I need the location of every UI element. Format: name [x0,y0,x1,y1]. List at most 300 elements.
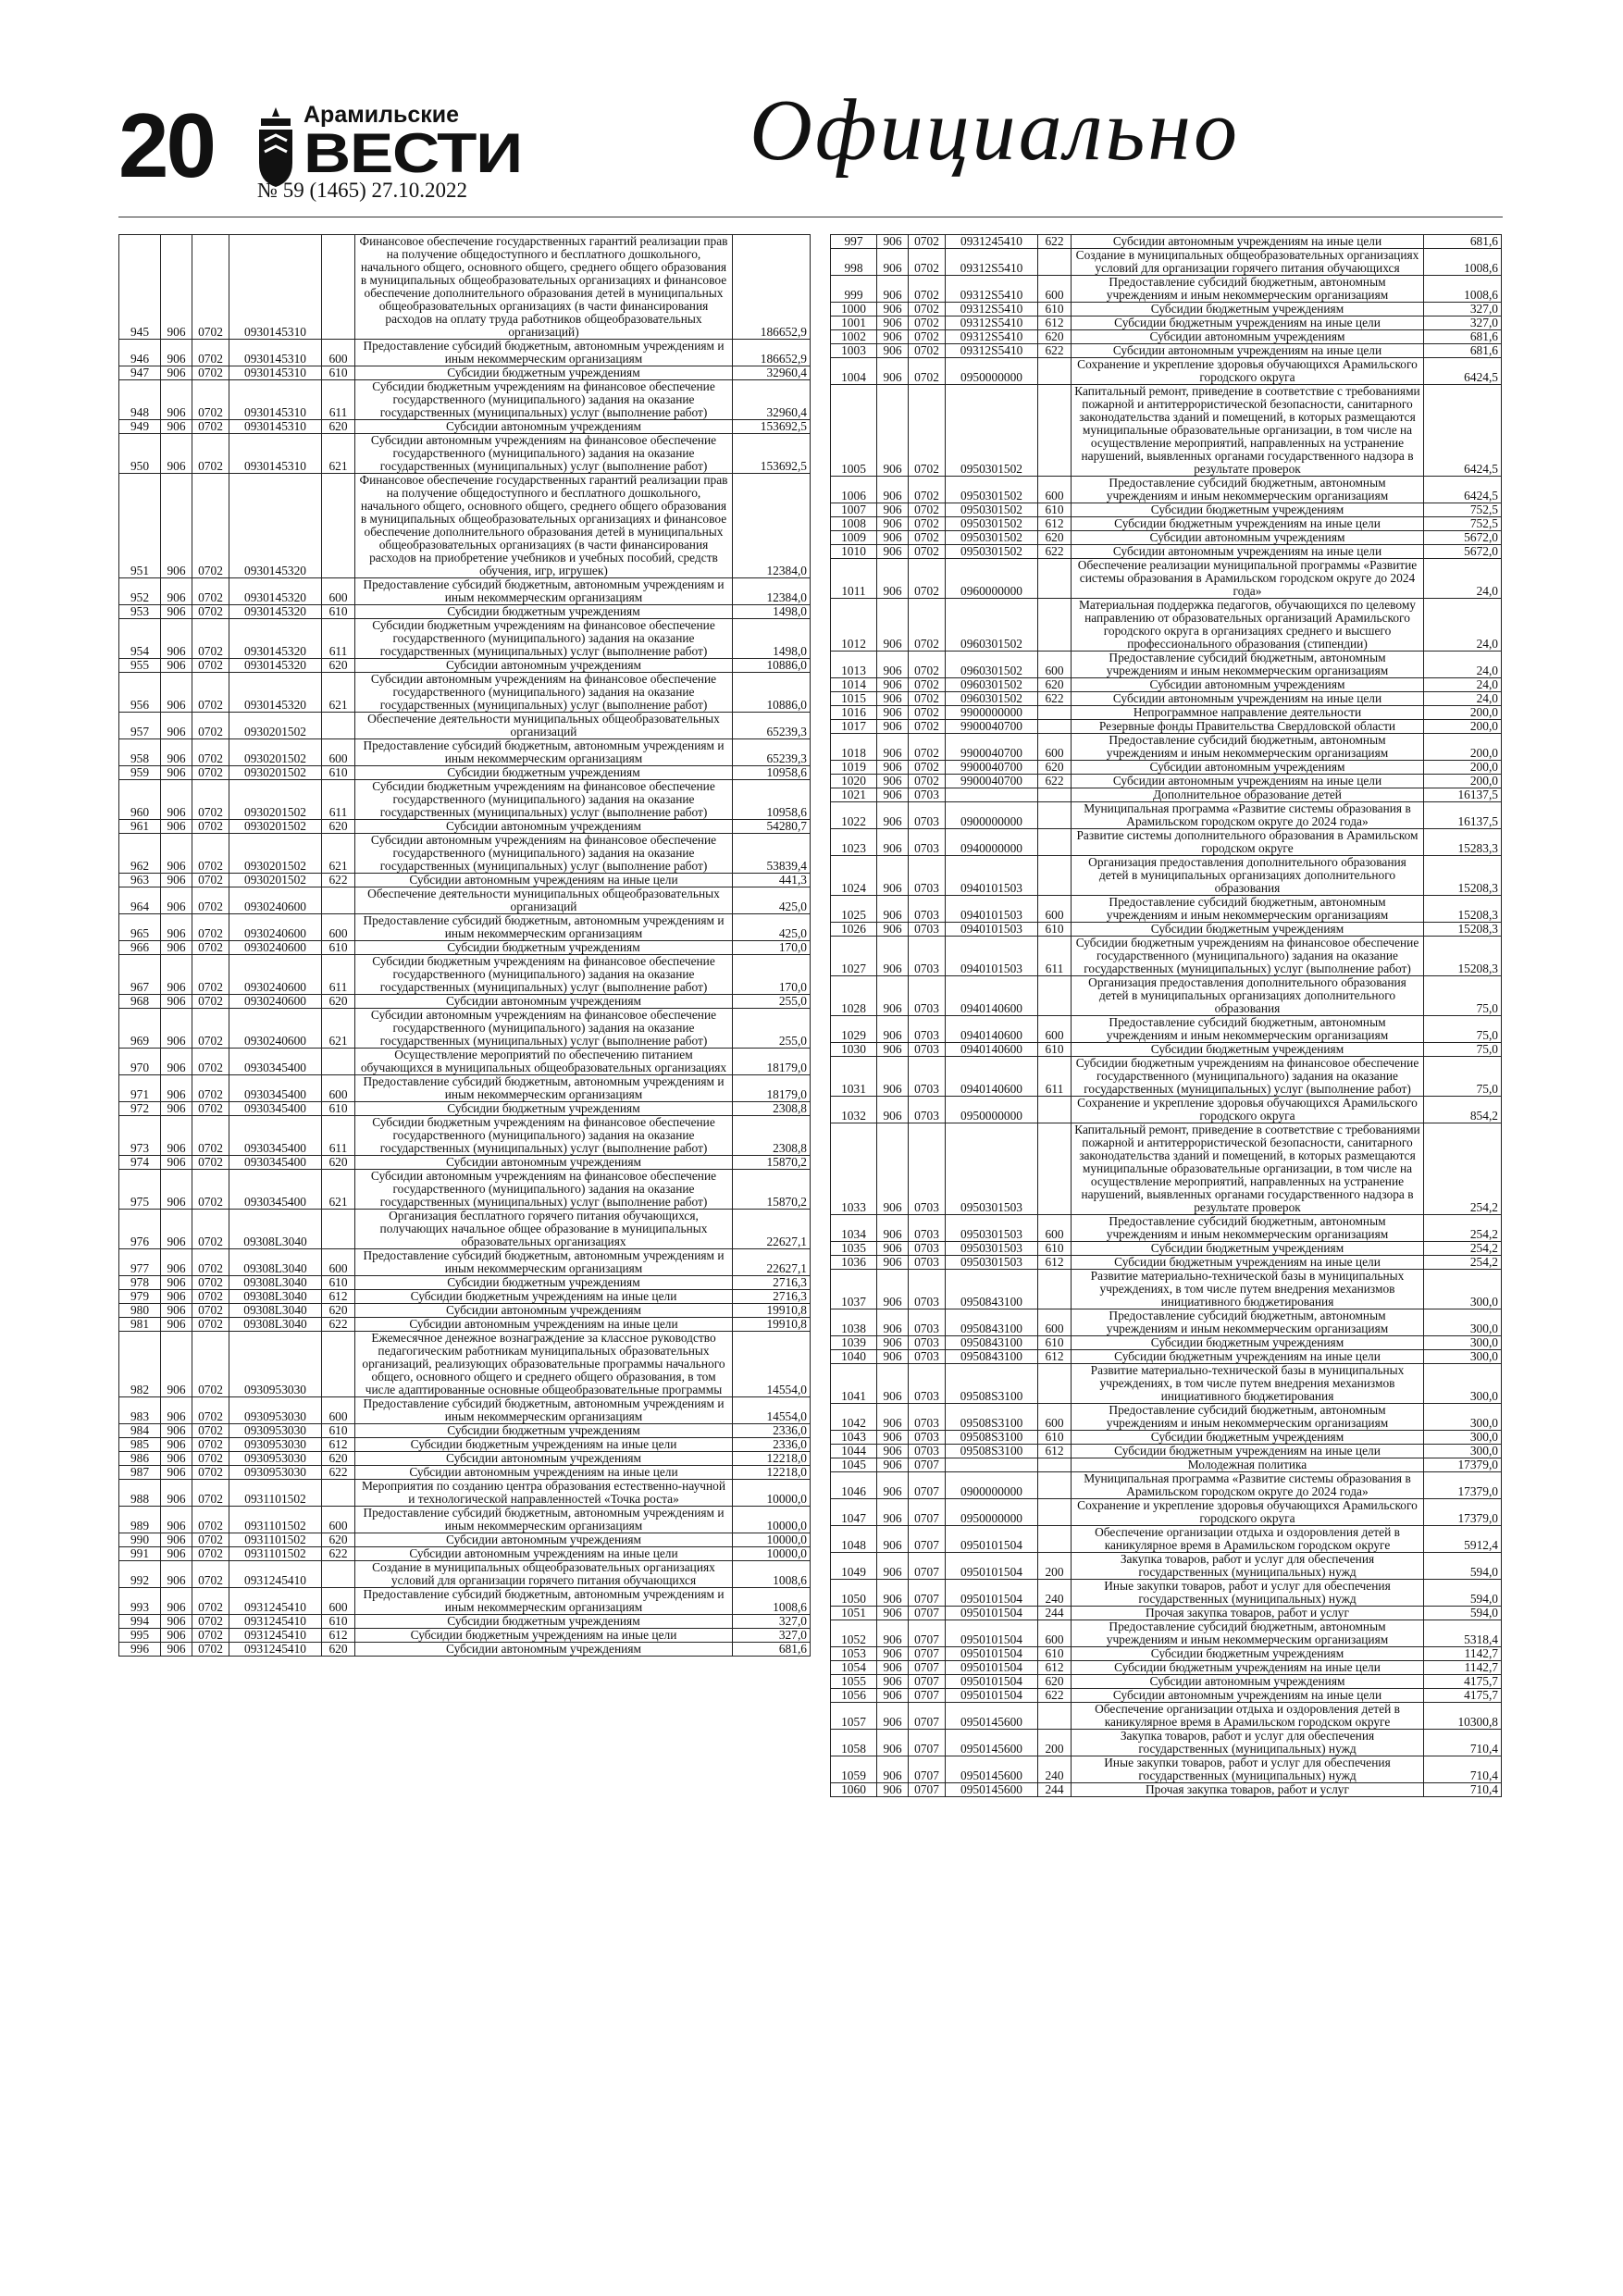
table-row [119,1588,811,1615]
ministry-code-cell: 906 [877,829,909,856]
description-cell: Субсидии автономным учреждениям [355,420,733,434]
table-row [831,1661,1502,1675]
amount-cell: 153692,5 [733,434,811,474]
section-code-cell: 0702 [909,775,946,788]
description-cell: Ежемесячное денежное вознаграждение за классное руководство педагогическим работникам муниципальных образовательных организаций, реализующих образовательные программы начального общего, основного общего и среднего общего образования, в том числе адаптированные основные общеобразовательные программы [355,1332,733,1397]
description-cell: Предоставление субсидий бюджетным, автономным учреждениям и иным некоммерческим организациям [355,1397,733,1424]
description-cell: Субсидии автономным учреждениям [355,1533,733,1547]
expense-type-cell: 612 [322,1290,355,1304]
table-row [119,1332,811,1397]
row-number-cell: 997 [831,235,877,249]
amount-cell: 15283,3 [1424,829,1502,856]
row-number-cell: 954 [119,619,161,659]
target-article-cell: 0960000000 [946,559,1038,599]
section-code-cell: 0707 [909,1607,946,1620]
table-row [119,766,811,780]
amount-cell: 254,2 [1424,1256,1502,1270]
table-row [119,340,811,366]
description-cell: Предоставление субсидий бюджетным, автономным учреждениям и иным некоммерческим организациям [355,340,733,366]
table-row [119,578,811,605]
amount-cell: 10958,6 [733,766,811,780]
amount-cell: 681,6 [733,1643,811,1657]
target-article-cell: 0950101504 [946,1647,1038,1661]
ministry-code-cell: 906 [877,923,909,937]
amount-cell: 594,0 [1424,1553,1502,1580]
description-cell: Субсидии автономным учреждениям на иные цели [1072,344,1424,358]
amount-cell: 16137,5 [1424,788,1502,802]
section-code-cell: 0702 [192,434,229,474]
expense-type-cell: 620 [322,420,355,434]
description-cell: Сохранение и укрепление здоровья обучающихся Арамильского городского округа [1072,358,1424,385]
amount-cell: 854,2 [1424,1097,1502,1123]
ministry-code-cell: 906 [161,434,192,474]
row-number-cell: 980 [119,1304,161,1318]
row-number-cell: 979 [119,1290,161,1304]
table-row [119,605,811,619]
table-row [831,896,1502,923]
target-article-cell: 9900000000 [946,706,1038,720]
expense-type-cell [1038,1364,1072,1404]
description-cell: Субсидии бюджетным учреждениям на иные цели [1072,1445,1424,1458]
target-article-cell: 09312S5410 [946,344,1038,358]
amount-cell: 327,0 [1424,303,1502,316]
description-cell: Субсидии автономным учреждениям на финансовое обеспечение государственного (муниципального) задания на оказание государственных (муниципальных) услуг (выполнение работ) [355,1009,733,1049]
ministry-code-cell: 906 [877,856,909,896]
expense-type-cell: 622 [1038,344,1072,358]
target-article-cell: 9900040700 [946,734,1038,761]
target-article-cell: 0950145600 [946,1703,1038,1730]
ministry-code-cell: 906 [877,545,909,559]
amount-cell: 18179,0 [733,1049,811,1075]
ministry-code-cell: 906 [877,1526,909,1553]
description-cell: Субсидии бюджетным учреждениям [355,766,733,780]
section-code-cell: 0702 [192,1049,229,1075]
ministry-code-cell: 906 [877,358,909,385]
description-cell: Субсидии автономным учреждениям [1072,761,1424,775]
row-number-cell: 1022 [831,802,877,829]
expense-type-cell: 600 [322,1249,355,1276]
section-code-cell: 0702 [192,820,229,834]
row-number-cell: 1008 [831,517,877,531]
table-row [831,503,1502,517]
description-cell: Субсидии бюджетным учреждениям [355,605,733,619]
expense-type-cell [1038,802,1072,829]
row-number-cell: 983 [119,1397,161,1424]
coat-of-arms-icon [257,104,294,189]
description-cell: Субсидии бюджетным учреждениям [1072,1336,1424,1350]
row-number-cell: 1011 [831,559,877,599]
table-row [119,1304,811,1318]
ministry-code-cell: 906 [877,330,909,344]
row-number-cell: 1005 [831,385,877,477]
expense-type-cell: 621 [322,673,355,713]
target-article-cell: 0931101502 [229,1507,322,1533]
amount-cell: 22627,1 [733,1210,811,1249]
description-cell: Субсидии автономным учреждениям на финансовое обеспечение государственного (муниципального) задания на оказание государственных (муниципальных) услуг (выполнение работ) [355,673,733,713]
table-row [831,1703,1502,1730]
section-code-cell: 0702 [192,1643,229,1657]
target-article-cell: 0940140600 [946,976,1038,1016]
section-code-cell: 0702 [192,659,229,673]
table-row [119,1507,811,1533]
table-row [831,678,1502,692]
row-number-cell: 977 [119,1249,161,1276]
amount-cell: 12218,0 [733,1466,811,1480]
row-number-cell: 950 [119,434,161,474]
description-cell: Сохранение и укрепление здоровья обучающихся Арамильского городского округа [1072,1499,1424,1526]
expense-type-cell [322,1210,355,1249]
section-code-cell: 0703 [909,1043,946,1057]
expense-type-cell: 620 [322,995,355,1009]
amount-cell: 5672,0 [1424,545,1502,559]
table-row [119,474,811,578]
table-row [831,1445,1502,1458]
section-code-cell: 0703 [909,1242,946,1256]
target-article-cell: 09312S5410 [946,330,1038,344]
section-code-cell: 0703 [909,1057,946,1097]
section-code-cell: 0702 [192,1210,229,1249]
row-number-cell: 951 [119,474,161,578]
table-row [119,995,811,1009]
description-cell: Субсидии бюджетным учреждениям [1072,503,1424,517]
target-article-cell: 0950843100 [946,1270,1038,1309]
ministry-code-cell: 906 [161,1049,192,1075]
target-article-cell: 0900000000 [946,1472,1038,1499]
row-number-cell: 1023 [831,829,877,856]
section-code-cell: 0702 [909,316,946,330]
ministry-code-cell: 906 [877,761,909,775]
amount-cell: 5912,4 [1424,1526,1502,1553]
description-cell: Создание в муниципальных общеобразовательных организациях условий для организации горячего питания обучающихся [1072,249,1424,276]
target-article-cell: 0930345400 [229,1102,322,1116]
amount-cell: 10886,0 [733,659,811,673]
table-row [831,1730,1502,1756]
amount-cell: 153692,5 [733,420,811,434]
ministry-code-cell: 906 [877,706,909,720]
table-row [119,739,811,766]
description-cell: Обеспечение организации отдыха и оздоровления детей в каникулярное время в Арамильском городском округе [1072,1703,1424,1730]
section-code-cell: 0707 [909,1675,946,1689]
description-cell: Субсидии автономным учреждениям на иные цели [1072,1689,1424,1703]
amount-cell: 15208,3 [1424,937,1502,976]
amount-cell: 17379,0 [1424,1472,1502,1499]
description-cell: Субсидии автономным учреждениям на иные цели [355,874,733,887]
amount-cell: 19910,8 [733,1304,811,1318]
expense-type-cell: 610 [1038,1647,1072,1661]
expense-type-cell: 620 [322,1156,355,1170]
amount-cell: 22627,1 [733,1249,811,1276]
table-row [831,1756,1502,1783]
amount-cell: 6424,5 [1424,358,1502,385]
description-cell: Предоставление субсидий бюджетным, автономным учреждениям и иным некоммерческим организациям [1072,1309,1424,1336]
ministry-code-cell: 906 [161,1318,192,1332]
section-code-cell: 0702 [909,235,946,249]
target-article-cell: 0930145320 [229,474,322,578]
expense-type-cell: 610 [322,1102,355,1116]
expense-type-cell: 610 [1038,1431,1072,1445]
expense-type-cell [322,1049,355,1075]
section-code-cell: 0707 [909,1580,946,1607]
section-code-cell: 0702 [909,303,946,316]
row-number-cell: 1010 [831,545,877,559]
target-article-cell: 09308L3040 [229,1210,322,1249]
amount-cell: 1008,6 [1424,276,1502,303]
expense-type-cell: 621 [322,434,355,474]
section-code-cell: 0702 [192,1170,229,1210]
target-article-cell: 09308L3040 [229,1276,322,1290]
target-article-cell: 09312S5410 [946,276,1038,303]
table-row [831,1404,1502,1431]
ministry-code-cell: 906 [877,1242,909,1256]
target-article-cell: 0950101504 [946,1553,1038,1580]
section-code-cell: 0702 [192,474,229,578]
amount-cell: 2716,3 [733,1290,811,1304]
description-cell: Предоставление субсидий бюджетным, автономным учреждениям и иным некоммерческим организациям [355,739,733,766]
table-row [831,1553,1502,1580]
table-row [119,1116,811,1156]
target-article-cell [946,1458,1038,1472]
ministry-code-cell: 906 [877,531,909,545]
target-article-cell: 0930953030 [229,1332,322,1397]
expense-type-cell: 600 [322,340,355,366]
ministry-code-cell: 906 [877,559,909,599]
target-article-cell: 0930953030 [229,1397,322,1424]
target-article-cell: 0900000000 [946,802,1038,829]
ministry-code-cell: 906 [161,780,192,820]
expense-type-cell: 622 [1038,235,1072,249]
ministry-code-cell: 906 [877,1431,909,1445]
section-code-cell: 0702 [192,619,229,659]
target-article-cell: 09308L3040 [229,1249,322,1276]
expense-type-cell [322,1332,355,1397]
description-cell: Организация предоставления дополнительного образования детей в муниципальных организациях дополнительного образования [1072,976,1424,1016]
amount-cell: 2308,8 [733,1102,811,1116]
expense-type-cell: 610 [1038,303,1072,316]
target-article-cell: 0930240600 [229,1009,322,1049]
description-cell: Субсидии автономным учреждениям на финансовое обеспечение государственного (муниципального) задания на оказание государственных (муниципальных) услуг (выполнение работ) [355,1170,733,1210]
table-row [119,673,811,713]
expense-type-cell: 610 [322,605,355,619]
amount-cell: 327,0 [733,1615,811,1629]
row-number-cell: 989 [119,1507,161,1533]
amount-cell: 186652,9 [733,235,811,340]
expense-type-cell: 600 [322,1075,355,1102]
row-number-cell: 1056 [831,1689,877,1703]
expense-type-cell [1038,1123,1072,1215]
table-row [831,1689,1502,1703]
description-cell: Закупка товаров, работ и услуг для обеспечения государственных (муниципальных) нужд [1072,1553,1424,1580]
row-number-cell: 1050 [831,1580,877,1607]
section-code-cell: 0702 [192,995,229,1009]
expense-type-cell: 621 [322,1009,355,1049]
table-row [831,652,1502,678]
section-code-cell: 0702 [192,578,229,605]
amount-cell: 24,0 [1424,559,1502,599]
table-row [831,923,1502,937]
row-number-cell: 948 [119,380,161,420]
target-article-cell: 0940000000 [946,829,1038,856]
expense-type-cell: 200 [1038,1553,1072,1580]
row-number-cell: 1030 [831,1043,877,1057]
amount-cell: 441,3 [733,874,811,887]
table-row [119,1466,811,1480]
row-number-cell: 992 [119,1561,161,1588]
description-cell: Субсидии автономным учреждениям [1072,678,1424,692]
expense-type-cell: 600 [1038,1620,1072,1647]
row-number-cell: 978 [119,1276,161,1290]
amount-cell: 17379,0 [1424,1499,1502,1526]
ministry-code-cell: 906 [161,887,192,914]
expense-type-cell: 620 [322,1304,355,1318]
description-cell: Обеспечение деятельности муниципальных общеобразовательных организаций [355,713,733,739]
description-cell: Прочая закупка товаров, работ и услуг [1072,1607,1424,1620]
page-number: 20 [118,94,215,196]
description-cell: Предоставление субсидий бюджетным, автономным учреждениям и иным некоммерческим организациям [1072,276,1424,303]
description-cell: Мероприятия по созданию центра образования естественно-научной и технологической направленностей «Точка роста» [355,1480,733,1507]
description-cell: Иные закупки товаров, работ и услуг для обеспечения государственных (муниципальных) нужд [1072,1756,1424,1783]
ministry-code-cell: 906 [877,1043,909,1057]
row-number-cell: 991 [119,1547,161,1561]
target-article-cell: 0950301502 [946,385,1038,477]
section-code-cell: 0703 [909,1364,946,1404]
target-article-cell: 09308L3040 [229,1290,322,1304]
table-row [119,1629,811,1643]
table-row [831,1580,1502,1607]
section-code-cell: 0702 [909,276,946,303]
row-number-cell: 975 [119,1170,161,1210]
description-cell: Субсидии бюджетным учреждениям на финансовое обеспечение государственного (муниципального) задания на оказание государственных (муниципальных) услуг (выполнение работ) [355,619,733,659]
row-number-cell: 966 [119,941,161,955]
target-article-cell: 0950101504 [946,1607,1038,1620]
section-code-cell: 0702 [909,692,946,706]
target-article-cell: 0930345400 [229,1116,322,1156]
section-code-cell: 0702 [192,1332,229,1397]
row-number-cell: 1009 [831,531,877,545]
description-cell: Дополнительное образование детей [1072,788,1424,802]
ministry-code-cell: 906 [877,344,909,358]
row-number-cell: 1032 [831,1097,877,1123]
table-row [831,330,1502,344]
table-row [831,1607,1502,1620]
ministry-code-cell: 906 [161,874,192,887]
ministry-code-cell: 906 [161,619,192,659]
expense-type-cell: 611 [322,1116,355,1156]
section-code-cell: 0702 [192,605,229,619]
section-code-cell: 0702 [192,1615,229,1629]
expense-type-cell [1038,1097,1072,1123]
row-number-cell: 1044 [831,1445,877,1458]
description-cell: Субсидии бюджетным учреждениям на иные цели [1072,517,1424,531]
target-article-cell: 09508S3100 [946,1404,1038,1431]
row-number-cell: 1051 [831,1607,877,1620]
expense-type-cell: 620 [322,1533,355,1547]
target-article-cell: 0950101504 [946,1675,1038,1689]
section-code-cell: 0702 [192,1116,229,1156]
row-number-cell: 946 [119,340,161,366]
target-article-cell: 0940101503 [946,937,1038,976]
table-row [831,1256,1502,1270]
target-article-cell: 0940101503 [946,923,1038,937]
row-number-cell: 1031 [831,1057,877,1097]
description-cell: Муниципальная программа «Развитие системы образования в Арамильском городском округе до 2024 года» [1072,802,1424,829]
ministry-code-cell: 906 [877,1689,909,1703]
table-row [119,1156,811,1170]
expense-type-cell: 622 [322,1318,355,1332]
table-row [119,941,811,955]
section-code-cell: 0702 [909,652,946,678]
row-number-cell: 973 [119,1116,161,1156]
amount-cell: 10958,6 [733,780,811,820]
ministry-code-cell: 906 [877,385,909,477]
amount-cell: 710,4 [1424,1730,1502,1756]
amount-cell: 24,0 [1424,678,1502,692]
expense-type-cell [1038,1458,1072,1472]
section-code-cell: 0702 [192,1397,229,1424]
ministry-code-cell: 906 [877,1472,909,1499]
expense-type-cell: 600 [1038,477,1072,503]
target-article-cell: 0931101502 [229,1547,322,1561]
description-cell: Сохранение и укрепление здоровья обучающихся Арамильского городского округа [1072,1097,1424,1123]
row-number-cell: 952 [119,578,161,605]
ministry-code-cell: 906 [161,739,192,766]
description-cell: Капитальный ремонт, приведение в соответствие с требованиями пожарной и антитеррористической безопасности, санитарного законодательства зданий и помещений, в которых размещаются муниципальные образовательные организации, в том числе на осуществление мероприятий, направленных на устранение нарушений, выявленных органами государственного надзора в результате проверок [1072,385,1424,477]
row-number-cell: 1018 [831,734,877,761]
target-article-cell: 0930145310 [229,434,322,474]
table-row [831,1526,1502,1553]
row-number-cell: 976 [119,1210,161,1249]
expense-type-cell: 600 [322,1507,355,1533]
expense-type-cell [1038,358,1072,385]
amount-cell: 10000,0 [733,1507,811,1533]
ministry-code-cell: 906 [877,1445,909,1458]
section-code-cell: 0702 [192,1533,229,1547]
amount-cell: 594,0 [1424,1580,1502,1607]
ministry-code-cell: 906 [877,1607,909,1620]
target-article-cell: 0950101504 [946,1689,1038,1703]
row-number-cell: 972 [119,1102,161,1116]
target-article-cell: 0931101502 [229,1533,322,1547]
ministry-code-cell: 906 [161,995,192,1009]
ministry-code-cell: 906 [877,517,909,531]
section-code-cell: 0702 [909,599,946,652]
amount-cell: 1142,7 [1424,1661,1502,1675]
row-number-cell: 1033 [831,1123,877,1215]
expense-type-cell: 200 [1038,1730,1072,1756]
row-number-cell: 986 [119,1452,161,1466]
amount-cell: 681,6 [1424,344,1502,358]
description-cell: Развитие системы дополнительного образования в Арамильском городском округе [1072,829,1424,856]
table-row [831,344,1502,358]
amount-cell: 75,0 [1424,1016,1502,1043]
amount-cell: 170,0 [733,955,811,995]
amount-cell: 4175,7 [1424,1675,1502,1689]
row-number-cell: 1058 [831,1730,877,1756]
row-number-cell: 1029 [831,1016,877,1043]
ministry-code-cell: 906 [161,1438,192,1452]
section-code-cell: 0702 [192,874,229,887]
row-number-cell: 1048 [831,1526,877,1553]
section-code-cell: 0702 [909,503,946,517]
budget-table-right [830,234,1502,1797]
expense-type-cell [322,1561,355,1588]
ministry-code-cell: 906 [877,503,909,517]
table-row [119,1561,811,1588]
expense-type-cell: 600 [1038,1016,1072,1043]
section-code-cell: 0702 [192,1466,229,1480]
expense-type-cell: 610 [322,1615,355,1629]
description-cell: Непрограммное направление деятельности [1072,706,1424,720]
target-article-cell: 0931245410 [229,1561,322,1588]
